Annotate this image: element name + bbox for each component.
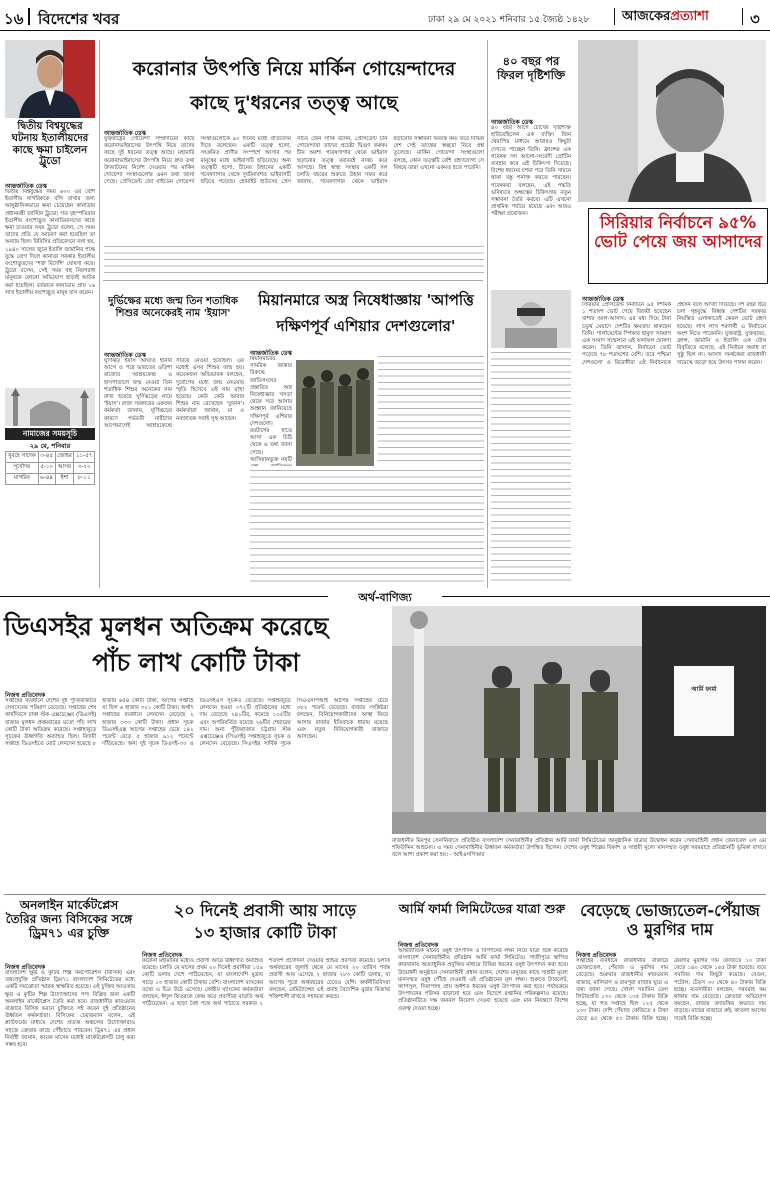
eyesight-body-lines bbox=[491, 352, 571, 582]
prayer-row bbox=[6, 474, 95, 485]
syria-body: সিরিয়ার প্রেসিডেন্ট নির্বাচনে ৯৫ দশমিক ১ শতাংশ ভোট পেয়ে বিজয়ী হয়েছেন বাশার আল-আসাদ। এর মধ্য দিয়ে টানা চতুর্থ মেয়াদে দেশটির ক্ষমতায় থাকছেন তিনি। পার্লামেন্টের স্পিকার হামুদা সাব্বাগ এক সংবাদ সম্মেলনে এই ফলাফল ঘোষণা করেন। তিনি জানান, নির্বাচনে ভোট পড়েছে ৭৮ শতাংশের বেশি। তবে পশ্চিমা দেশগুলো ও বিরোধীরা এই নির্বাচনকে প্রহসন বলে আখ্যা দিয়েছে। দশ বছর ধরে চলা গৃহযুদ্ধে বিধ্বস্ত দেশটির সরকার নিয়ন্ত্রিত এলাকাতেই কেবল ভোট গ্রহণ হয়েছে। লাখ লাখ শরণার্থী এ নির্বাচনে অংশ নিতে পারেননি। যুক্তরাষ্ট্র, যুক্তরাজ্য, ফ্রান্স, জার্মানি ও ইতালি এক যৌথ বিবৃতিতে বলেছে, এই নির্বাচন অবাধ বা সুষ্ঠু ছিল না। আসাদ সমর্থকেরা রাজধানী দামেস্কে জড়ো হয়ে উৎসব পালন করেন। bbox=[582, 302, 766, 366]
pharma-body: আন্তর্জাতিক মানের ওষুধ উৎপাদন ও বিপণনের লক্ষ্য নিয়ে যাত্রা শুরু করেছে বাংলাদেশ সেনাবাহিনীর প্রতিষ্ঠান আর্মি ফার্মা লিমিটেড। গাজীপুরে স্থাপিত কারখানায় অত্যাধুনিক প্রযুক্তির মাধ্যমে বিভিন্ন ধরনের ওষুধ উৎপাদন করা হবে। উদ্বোধনী অনুষ্ঠানে সেনাবাহিনী প্রধান বলেন, দেশের মানুষের কাছে সাশ্রয়ী মূল্যে মানসম্মত ওষুধ পৌঁছে দেওয়াই এই প্রতিষ্ঠানের মূল লক্ষ্য। শুরুতে ট্যাবলেট, ক্যাপসুল, সিরাপসহ প্রায় অর্ধশত ধরনের ওষুধ উৎপাদন করা হবে। পর্যায়ক্রমে উৎপাদনের পরিসর বাড়ানো হবে এবং বিদেশে রপ্তানির পরিকল্পনাও রয়েছে। প্রতিষ্ঠানটিতে দক্ষ জনবল নিয়োগ দেওয়া হয়েছে এবং মান নিয়ন্ত্রণে বিশেষ গুরুত্ব দেওয়া হচ্ছে। bbox=[398, 948, 568, 1012]
logo-part-1: আজকের bbox=[622, 9, 671, 24]
trudeau-body: দ্বিতীয় বিশ্বযুদ্ধের সময় ৬০০ এর বেশি ইতালীয় নাগরিককে বন্দি রাখার জন্য আনুষ্ঠানিকভাবে ক্ষমা চেয়েছেন কানাডার প্রধানমন্ত্রী জাস্টিন ট্রুডো। গত বৃহস্পতিবার ইতালীয় বংশোদ্ভূত কানাডিয়ানদের কাছে ক্ষমা চাওয়ার সময় ট্রুডো বলেন, সে সময় তাদের প্রতি যে আচরণ করা হয়েছিল তা অন্যায় ছিল। বিবিসির প্রতিবেদনে বলা হয়, ১৯৪০ সালের জুনে ইতালি জার্মানির পক্ষে যুদ্ধে যোগ দিলে কানাডা সরকার ইতালীয় বংশোদ্ভূতদের 'শত্রু বিদেশি' ঘোষণা করে। ট্রুডো বলেন, সেই সময় বহু নিরপরাধ মানুষকে কোনো অভিযোগ ছাড়াই আটক করা হয়েছিল। বর্তমানে কানাডায় প্রায় ১৬ লাখ ইতালীয় বংশোদ্ভূত মানুষ বাস করেন। bbox=[5, 189, 95, 296]
prayer-cell: ৩-৪৫ bbox=[38, 452, 55, 463]
prayer-cell: ৩-২০ bbox=[74, 463, 95, 474]
prayer-cell: জোহর bbox=[55, 452, 74, 463]
header-divider bbox=[28, 8, 30, 25]
prices-body: সপ্তাহের ব্যবধানে রাজধানীর বাজারে ভোজ্যতেল, পেঁয়াজ ও মুরগির দাম বেড়েছে। শুক্রবার রাজধানীর কারওয়ান বাজার, মালিবাগ ও রামপুরা বাজার ঘুরে এ তথ্য জানা গেছে। খোলা সয়াবিন তেল লিটারপ্রতি ১৩০ থেকে ১৩৫ টাকায় বিক্রি হচ্ছে, যা গত সপ্তাহে ছিল ১২৫ থেকে ১৩০ টাকা। দেশি পেঁয়াজ কেজিতে ৫ টাকা বেড়ে ৪৫ থেকে ৫০ টাকায় বিক্রি হচ্ছে। ব্রয়লার মুরগির দাম কেজিতে ১০ টাকা বেড়ে ১৪০ থেকে ১৪৫ টাকা হয়েছে। তবে সবজির দাম কিছুটা কমেছে। বেগুন, পটোল, ঢেঁড়স ৩০ থেকে ৪০ টাকায় বিক্রি হচ্ছে। ব্যবসায়ীরা বলছেন, সরবরাহ কম থাকায় দাম বেড়েছে। ক্রেতারা অভিযোগ করছেন, বাজার তদারকির অভাবে দাম বাড়ছে। মাছের বাজারে রুই, কাতলা আগের দামেই বিক্রি হচ্ছে। bbox=[576, 958, 766, 1022]
pharma-plaque-label: আর্মি ফার্মা bbox=[691, 686, 717, 693]
eye-test-image bbox=[491, 290, 571, 348]
prayer-title: নামাজের সময়সূচি bbox=[5, 428, 95, 440]
hunger-headline: দুর্ভিক্ষের মধ্যে জন্ম তিন শতাধিক শিশুর অনেকেরই নাম 'ইয়াস' bbox=[108, 296, 238, 319]
prayer-table bbox=[5, 451, 95, 485]
syria-headline-box bbox=[588, 208, 768, 284]
myanmar-soldiers-image bbox=[296, 360, 374, 466]
header-rule bbox=[0, 30, 770, 31]
eyesight-byline: আন্তর্জাতিক ডেস্ক bbox=[491, 119, 533, 126]
photo-caption: রাজধানীর মিরপুর সেনানিবাসে প্রতিষ্ঠিত বাংলাদেশ সেনাবাহিনীর প্রতিষ্ঠান আর্মি ফার্মা লিমিটেডের আনুষ্ঠানিক যাত্রার উদ্বোধন করেন সেনাবাহিনী প্রধান জেনারেল এস এম শফিউদ্দিন আহমেদ। এ সময় সেনাবাহিনীর ঊর্ধ্বতন কর্মকর্তারা উপস্থিত ছিলেন। দেশের ওষুধ শিল্পের বিকাশ ও সাশ্রয়ী মূল্যে মানসম্মত ওষুধ সরবরাহে প্রতিষ্ঠানটি ভূমিকা রাখবে বলে আশা প্রকাশ করা হয়। - আইএসপিআর bbox=[392, 838, 766, 858]
trudeau-byline: আন্তর্জাতিক ডেস্ক bbox=[5, 183, 47, 190]
myanmar-body-lower bbox=[250, 470, 484, 584]
main-body-continued bbox=[104, 246, 484, 274]
prayer-cell: আসর bbox=[55, 463, 74, 474]
prayer-row bbox=[6, 452, 95, 463]
prayer-cell: ইশা bbox=[55, 474, 74, 485]
army-pharma-photo bbox=[392, 606, 766, 834]
myanmar-headline-line-1: মিয়ানমারে অস্ত্র নিষেধাজ্ঞায় 'আপত্তি bbox=[258, 291, 474, 309]
assad-photo bbox=[578, 40, 766, 202]
page-header bbox=[0, 6, 770, 28]
eyesight-body-2 bbox=[491, 352, 571, 582]
page-number-left: ১৬ bbox=[4, 10, 24, 28]
trudeau-headline: দ্বিতীয় বিশ্বযুদ্ধের ঘটনায় ইতালীয়দের কাছে ক্ষমা চাইলেন ট্রুডো bbox=[11, 121, 89, 168]
prayer-cell: সূর্যোদয় bbox=[6, 463, 39, 474]
business-band-title: অর্থ-বাণিজ্য bbox=[358, 591, 412, 604]
prayer-cell: ৫-১০ bbox=[38, 463, 55, 474]
header-divider-3 bbox=[742, 8, 743, 25]
eye-test-photo bbox=[491, 290, 571, 348]
business-rule-left bbox=[0, 596, 328, 597]
syria-headline: সিরিয়ার নির্বাচনে ৯৫% ভোট পেয়ে জয় আসাদের bbox=[593, 213, 763, 252]
col-divider-1 bbox=[99, 40, 100, 588]
remit-headline-line-2: ১৩ হাজার কোটি টাকা bbox=[193, 923, 337, 942]
army-pharma-image bbox=[392, 606, 766, 834]
assad-image bbox=[578, 40, 766, 202]
dse-byline: নিজস্ব প্রতিবেদক bbox=[5, 692, 46, 699]
myanmar-byline: আন্তর্জাতিক ডেস্ক bbox=[250, 350, 292, 357]
prayer-cell: ১১-৫৭ bbox=[74, 452, 95, 463]
online-body: বাংলাদেশ ক্ষুদ্র ও কুটির শিল্প করপোরেশন (বিসিক) এবং তথ্যপ্রযুক্তি প্রতিষ্ঠান ড্রিম৭১ বাংলাদেশ লিমিটেডের মধ্যে একটি সমঝোতা স্মারক স্বাক্ষরিত হয়েছে। এই চুক্তির আওতায় ক্ষুদ্র ও কুটির শিল্প উদ্যোক্তাদের পণ্য বিক্রির জন্য একটি অনলাইন মার্কেটপ্লেস তৈরি করা হবে। রাজধানীর কারওয়ান বাজারে বিসিক ভবনে চুক্তিতে সই করেন দুই প্রতিষ্ঠানের ঊর্ধ্বতন কর্মকর্তারা। বিসিকের চেয়ারম্যান বলেন, এই প্ল্যাটফর্মের মাধ্যমে দেশের প্রত্যন্ত অঞ্চলের উদ্যোক্তারাও সহজে ক্রেতার কাছে পৌঁছাতে পারবেন। ড্রিম৭১ এর প্রধান নির্বাহী জানান, কয়েক মাসের মধ্যেই মার্কেটপ্লেসটি চালু করা সম্ভব হবে। bbox=[5, 970, 135, 1049]
eyesight-headline: ৪০ বছর পর ফিরল দৃষ্টিশক্তি bbox=[496, 54, 566, 82]
prayer-date: ২৯ মে, শনিবার bbox=[29, 442, 71, 450]
col-divider-2 bbox=[487, 40, 488, 588]
main-body: যুক্তরাষ্ট্রের গোয়েন্দা সম্প্রদায়ের কাছে করোনাভাইরাসের উৎপত্তি নিয়ে তাদের কাছে দুই ধরনের তত্ত্ব আছে। মহামারি করোনাভাইরাসের উৎপত্তি নিয়ে দ্রুত তথ্য উদঘাটনের নির্দেশ দেওয়ার পর মার্কিন গোয়েন্দা সংস্থাগুলোর এমন তথ্য জানা গেছে। প্রেসিডেন্ট জো বাইডেন গোয়েন্দা সংস্থাগুলোকে ৯০ দিনের মধ্যে প্রতিবেদন দিতে বলেছেন। একটি তত্ত্ব হলো, সংক্রমিত প্রাণীর সংস্পর্শে আসার পর মানুষের মধ্যে ভাইরাসটি ছড়িয়েছে। অন্য তত্ত্বটি হলো, চীনের উহানের একটি গবেষণাগার থেকে দুর্ঘটনাবশত ভাইরাসটি ছড়িয়ে পড়েছে। হোয়াইট হাউসের প্রেস সচিব জেন সাকি বলেন, প্রেসিডেন্ট চান গোয়েন্দারা তাদের প্রচেষ্টা দ্বিগুণ করুক। চীন অবশ্য গবেষণাগার থেকে ভাইরাস ছড়ানোর তত্ত্ব বরাবরই নাকচ করে আসছে। বিশ্ব স্বাস্থ্য সংস্থার একটি দল চলতি বছরের শুরুতে উহান সফর করে জানায়, গবেষণাগার থেকে ভাইরাস ছড়ানোর সম্ভাবনা অত্যন্ত কম। তবে বিভিন্ন দেশ সেই তদন্তের স্বচ্ছতা নিয়ে প্রশ্ন তুলেছে। মার্কিন গোয়েন্দা সংস্থাগুলো বলছে, কোন তত্ত্বটি বেশি গ্রহণযোগ্য সে বিষয়ে তারা এখনো একমত হতে পারেনি। bbox=[104, 136, 484, 186]
remit-byline: নিজস্ব প্রতিবেদক bbox=[142, 952, 183, 959]
page-number-right: ৩ bbox=[750, 10, 760, 28]
hunger-byline: আন্তর্জাতিক ডেস্ক bbox=[104, 352, 146, 359]
lower-rule bbox=[4, 894, 766, 895]
header-divider-2 bbox=[614, 8, 615, 25]
dateline: ঢাকা ২৯ মে ২০২১ শনিবার ১৫ জ্যৈষ্ঠ ১৪২৮ bbox=[428, 15, 590, 25]
prayer-row bbox=[6, 463, 95, 474]
prayer-cell: ৮-১১ bbox=[74, 474, 95, 485]
main-headline-line-2: কাছে দু'ধরনের তত্ত্ব আছে bbox=[190, 92, 398, 114]
myanmar-body-column-3 bbox=[378, 356, 484, 466]
prayer-cell: মাগরিব bbox=[6, 474, 39, 485]
myanmar-headline-line-2: দক্ষিণপূর্ব এশিয়ার দেশগুলোর' bbox=[276, 317, 456, 335]
section-title: বিদেশের খবর bbox=[38, 10, 120, 28]
prices-headline: বেড়েছে ভোজ্যতেল-পেঁয়াজ ও মুরগির দাম bbox=[580, 901, 760, 939]
online-byline: নিজস্ব প্রতিবেদক bbox=[5, 964, 46, 971]
hunger-top-rule bbox=[103, 280, 483, 281]
myanmar-body: মিয়ানমারের সামরিক জান্তার বিরুদ্ধে জাতিসংঘের প্রস্তাবিত অস্ত্র নিষেধাজ্ঞার খসড়া থেকে সরে আসার আহ্বান জানিয়েছে দক্ষিণপূর্ব এশিয়ার দেশগুলো। রয়টার্সের হাতে আসা এক চিঠি থেকে এ তথ্য জানা গেছে। আসিয়ানভুক্ত নয়টি bbox=[250, 356, 292, 463]
newspaper-logo bbox=[622, 7, 709, 28]
logo-part-2: প্রত্যাশা bbox=[670, 9, 709, 24]
business-rule-right bbox=[442, 596, 770, 597]
prayer-cell: সুবহে সাদেক bbox=[6, 452, 39, 463]
dse-headline-line-1: ডিএসইর মূলধন অতিক্রম করেছে bbox=[4, 612, 329, 641]
online-headline: অনলাইন মার্কেটপ্লেস তৈরির জন্য বিসিকের সঙ্গে ড্রিম৭১ এর চুক্তি bbox=[5, 898, 133, 941]
prayer-cell: ৬-৪৪ bbox=[38, 474, 55, 485]
trudeau-photo-image bbox=[5, 40, 95, 118]
dse-body: সপ্তাহের ব্যবধানে দেশের দুই পুঁজিবাজারে লেনদেনের পরিমাণ বেড়েছে। সপ্তাহের শেষ কার্যদিবসে ঢাকা স্টক এক্সচেঞ্জের (ডিএসই) বাজার মূলধন প্রথমবারের মতো পাঁচ লাখ কোটি টাকা অতিক্রম করেছে। সপ্তাহজুড়ে সূচকের ঊর্ধ্বগতি অব্যাহত ছিল। বিদায়ী সপ্তাহে ডিএসইতে মোট লেনদেন হয়েছে ৮ হাজার ৬৫৪ কোটি টাকা, আগের সপ্তাহে যা ছিল ৬ হাজার ৩২১ কোটি টাকা। অর্থাৎ সপ্তাহের ব্যবধানে লেনদেন বেড়েছে ২ হাজার ৩৩৩ কোটি টাকা। প্রধান সূচক ডিএসইএক্স আগের সপ্তাহের চেয়ে ১৪২ পয়েন্ট বেড়ে ৫ হাজার ৯১২ পয়েন্টে দাঁড়িয়েছে। অন্য দুই সূচক ডিএসই-৩০ ও ডিএসইএস সূচকও বেড়েছে। সপ্তাহজুড়ে লেনদেন হওয়া ৩৭২টি প্রতিষ্ঠানের মধ্যে দাম বেড়েছে ২৪১টির, কমেছে ১০৫টির এবং অপরিবর্তিত রয়েছে ২৬টির শেয়ারের দাম। অন্য পুঁজিবাজার চট্টগ্রাম স্টক এক্সচেঞ্জেও (সিএসই) সপ্তাহজুড়ে সূচক ও লেনদেন বেড়েছে। সিএসইর সার্বিক সূচক সিএএসপিআই আগের সপ্তাহের চেয়ে ৩৮২ পয়েন্ট বেড়েছে। বাজার সংশ্লিষ্টরা বলছেন, বিনিয়োগকারীদের আস্থা ফিরে আসায় বাজার ইতিবাচক ধারায় রয়েছে এবং নতুন বিনিয়োগকারী বাজারে আসছেন। bbox=[5, 698, 388, 748]
mosque-image bbox=[5, 388, 95, 426]
trudeau-photo bbox=[5, 40, 95, 118]
main-headline-line-1: করোনার উৎপত্তি নিয়ে মার্কিন গোয়েন্দাদের bbox=[132, 58, 456, 80]
pharma-headline: আর্মি ফার্মা লিমিটেডের যাত্রা শুরু bbox=[398, 901, 566, 916]
dse-headline-line-2: পাঁচ লাখ কোটি টাকা bbox=[92, 648, 300, 677]
prices-byline: নিজস্ব প্রতিবেদক bbox=[576, 952, 617, 959]
pharma-byline: নিজস্ব প্রতিবেদক bbox=[398, 942, 439, 949]
eyesight-body: ৪০ বছর আগে চোখের দৃষ্টিশক্তি হারিয়েছিলেন এক ব্যক্তি। জিন থেরাপির মাধ্যমে আবারও কিছুটা দেখতে পাচ্ছেন তিনি। ফ্রান্সের এক গবেষক দল আলো-সংবেদী প্রোটিন ব্যবহার করে এই চিকিৎসা দিয়েছে। বিশেষ ধরনের চশমা পরে তিনি সামনে থাকা বস্তু শনাক্ত করতে পারছেন। গবেষকরা বলছেন, এই পদ্ধতি ভবিষ্যতে অন্ধত্বের চিকিৎসায় নতুন সম্ভাবনা তৈরি করবে। এটি এখনো প্রাথমিক পর্যায়ে রয়েছে এবং আরও পরীক্ষা প্রয়োজন। bbox=[491, 125, 571, 218]
remit-body: করোনা মহামারির মধ্যেও প্রবাসী আয়ে ঊর্ধ্বগতি অব্যাহত রয়েছে। চলতি মে মাসের প্রথম ২০ দিনেই প্রবাসীরা ১৫৯ কোটি ডলার দেশে পাঠিয়েছেন, যা বাংলাদেশি মুদ্রায় সাড়ে ১৩ হাজার কোটি টাকার বেশি। বাংলাদেশ ব্যাংকের তথ্যে এ চিত্র উঠে এসেছে। কেন্দ্রীয় ব্যাংকের কর্মকর্তারা বলছেন, ঈদুল ফিতরকে কেন্দ্র করে প্রবাসীরা বাড়তি অর্থ পাঠিয়েছেন। এ ছাড়া বৈধ পথে অর্থ পাঠাতে সরকার ২ শতাংশ প্রণোদনা দেওয়ায় হুন্ডির প্রবণতা কমেছে। চলতি অর্থবছরের জুলাই থেকে মে মাসের ২০ তারিখ পর্যন্ত প্রবাসী আয় এসেছে ২ হাজার ২৮৩ কোটি ডলার, যা আগের পুরো অর্থবছরের চেয়েও বেশি। অর্থনীতিবিদরা বলছেন, রেমিট্যান্সের এই প্রবাহ বৈদেশিক মুদ্রার রিজার্ভ শক্তিশালী রাখতে সহায়তা করছে। bbox=[142, 958, 390, 1008]
main-byline: আন্তর্জাতিক ডেস্ক bbox=[104, 130, 146, 137]
remit-headline-line-1: ২০ দিনেই প্রবাসী আয় সাড়ে bbox=[173, 901, 357, 920]
myanmar-soldiers-photo bbox=[296, 360, 374, 466]
hunger-body: ঘূর্ণিঝড় ইয়াস আঘাত হানার আগে ও পরে ভারতের ওড়িশা রাজ্যের আশ্রয়কেন্দ্র ও হাসপাতালে জন্ম নেওয়া তিন শতাধিক শিশুর অনেকের নাম রাখা হয়েছে ঘূর্ণিঝড়ের নামে 'ইয়াস'। রাজ্য সরকারের একজন কর্মকর্তা জানান, ঘূর্ণিঝড়ের কারণে গর্ভবতী নারীদের আগেভাগেই আশ্রয়কেন্দ্রে সরিয়ে নেওয়া হয়েছিল। এর মধ্যেই এসব শিশুর জন্ম হয়। কয়েকজন অভিভাবক বলছেন, দুর্যোগের মধ্যে জন্ম নেওয়ায় স্মৃতি হিসেবে এই নাম রাখা হয়েছে। কেউ কেউ আবার শিশুর নাম রেখেছেন 'তুফান'। কর্মকর্তারা জানান, মা ও নবজাতক সবাই সুস্থ আছেন। bbox=[104, 358, 244, 429]
syria-byline: আন্তর্জাতিক ডেস্ক bbox=[582, 296, 624, 303]
mosque-photo bbox=[5, 388, 95, 426]
